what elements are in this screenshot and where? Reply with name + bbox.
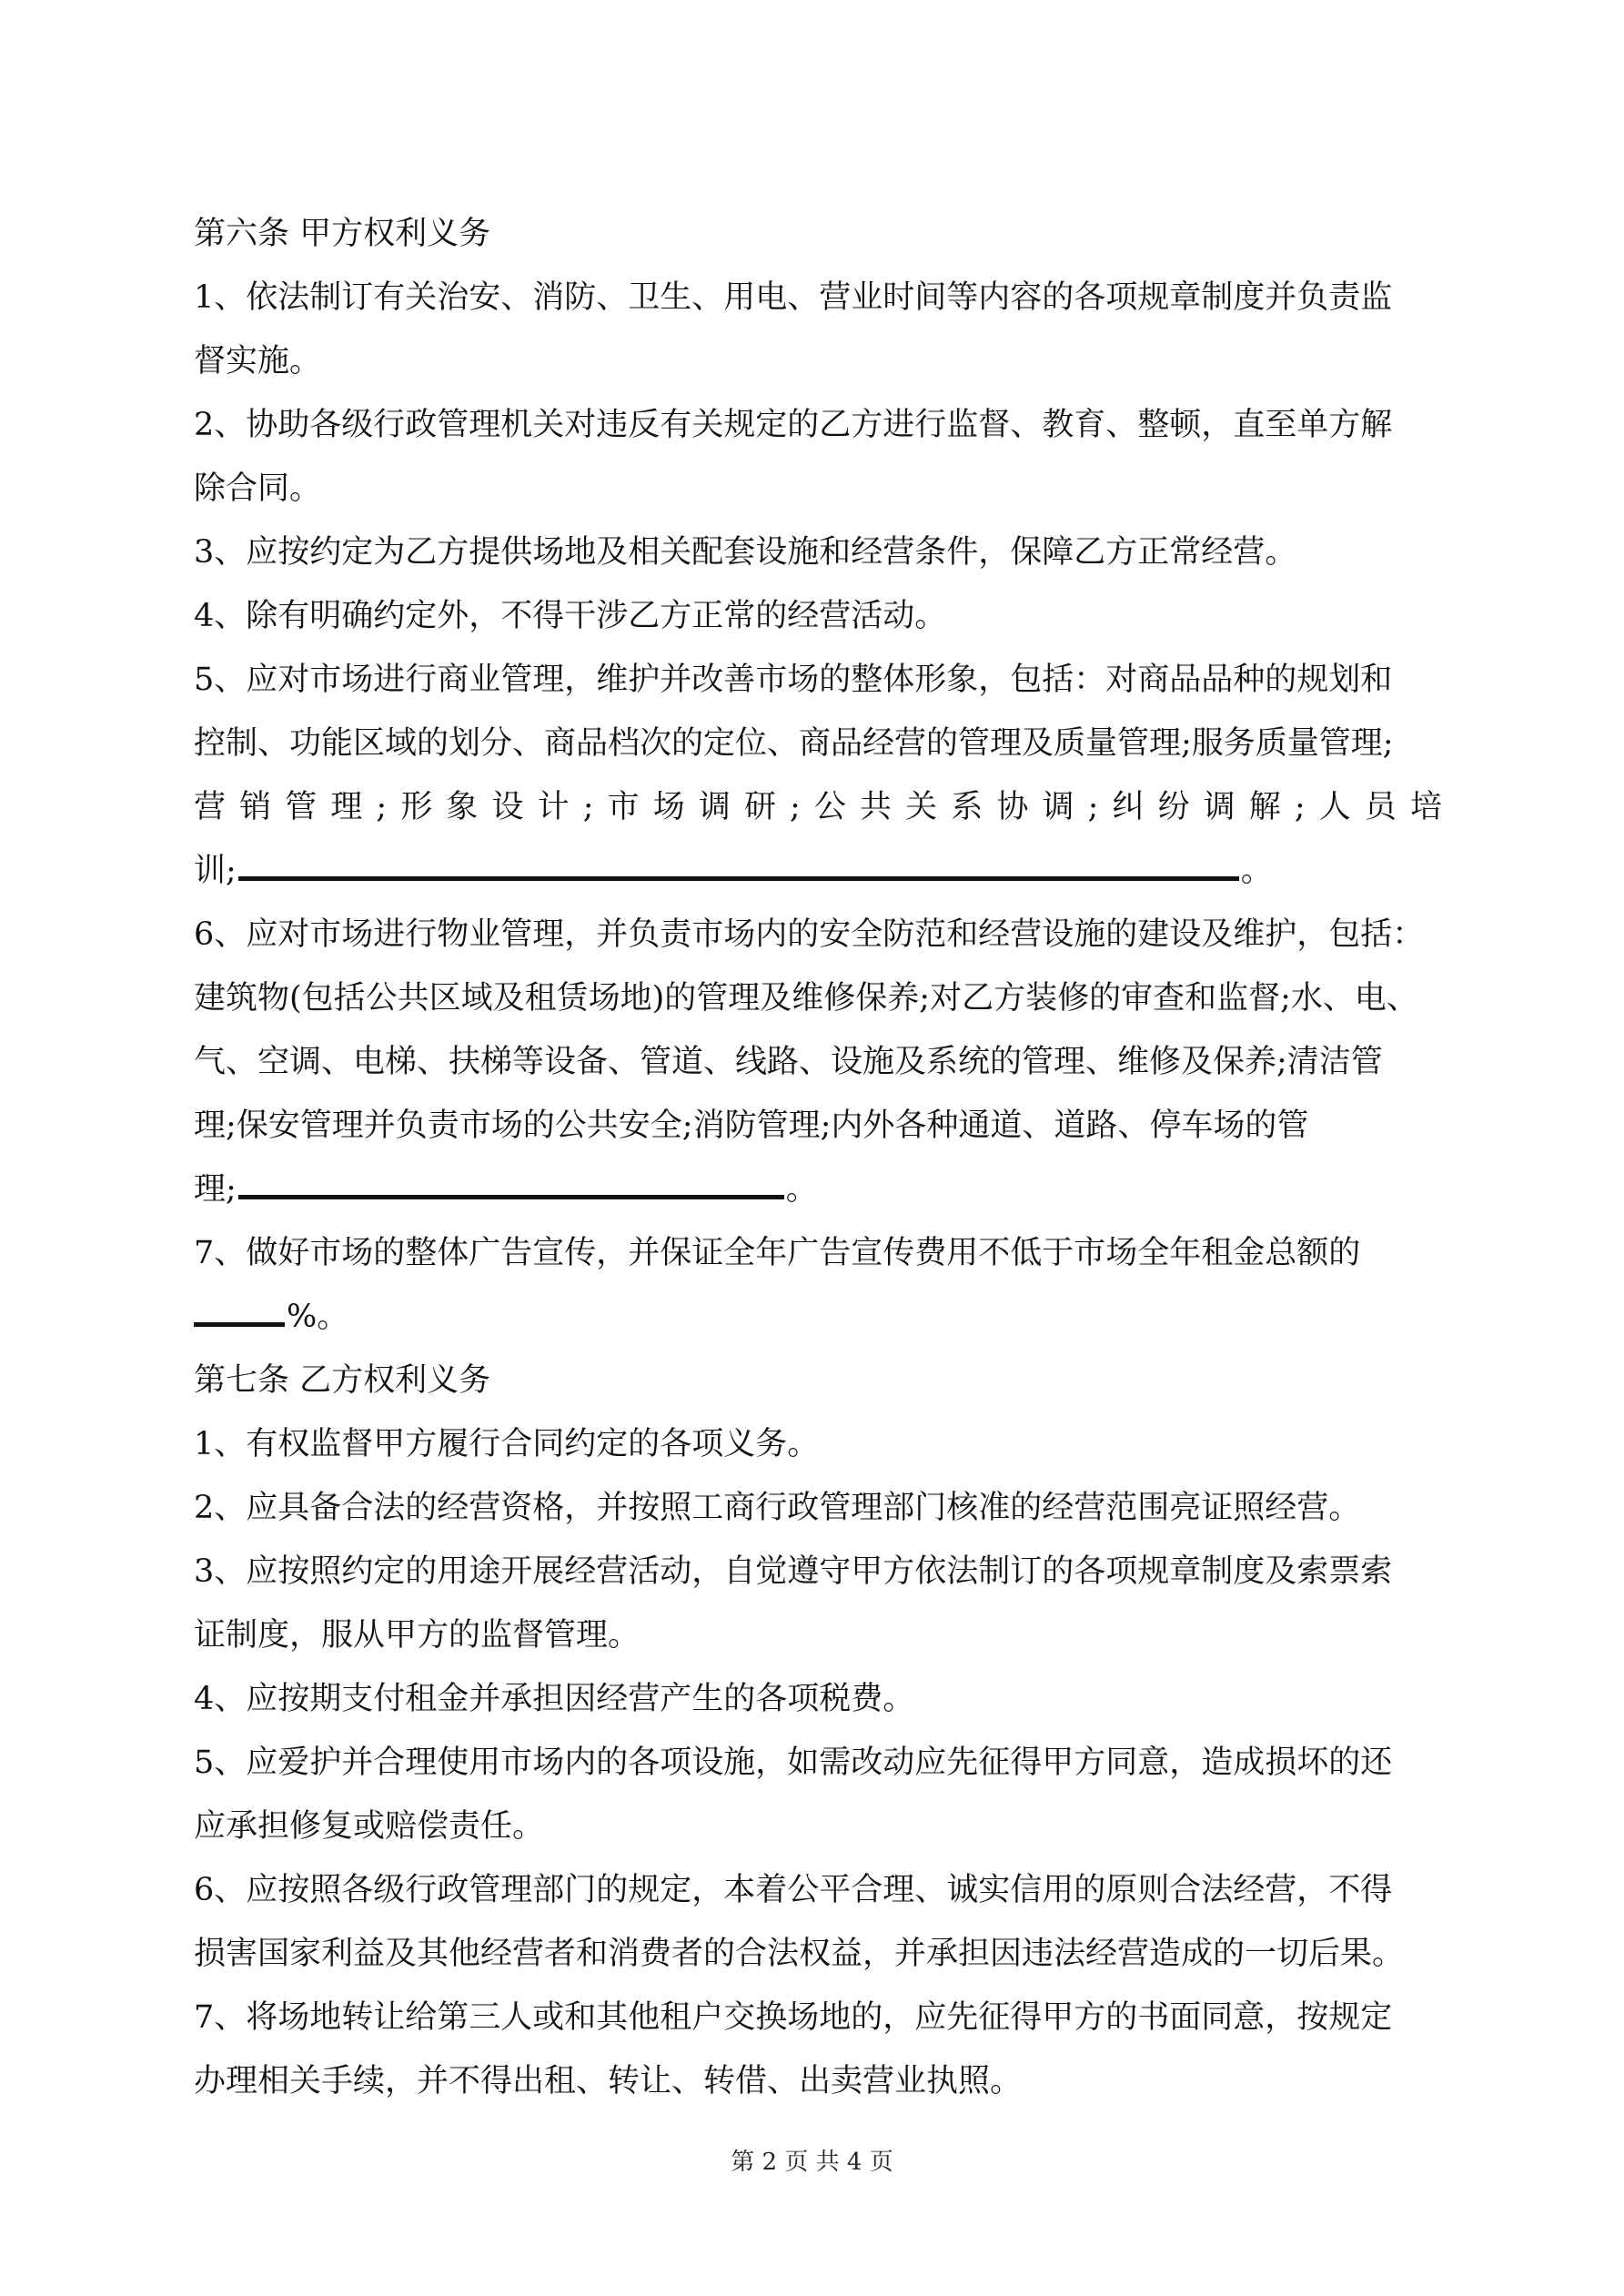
article-6-item-1-line-2: 督实施。: [194, 343, 322, 379]
article-6-item-7-line-2: [194, 1285, 1442, 1349]
article-6-item-6-line-2: 建筑物(包括公共区域及租赁场地)的管理及维修保养;对乙方装修的审查和监督;水、电、: [194, 980, 1418, 1017]
article-6-item-5-line-4-text: 训;: [194, 853, 237, 889]
article-6-item-5-line-4-end: 。: [1240, 853, 1273, 889]
page-number-footer: 第 2 页 共 4 页: [731, 2149, 893, 2176]
article-7-item-6-line-1: 6、应按照各级行政管理部门的规定，本着公平合理、诚实信用的原则合法经营，不得: [194, 1872, 1393, 1908]
article-6-item-5-line-4: [194, 839, 1442, 903]
fill-in-blank: [194, 1295, 285, 1327]
fill-in-blank: [238, 849, 1239, 881]
article-7-item-5-line-1: 5、应爱护并合理使用市场内的各项设施，如需改动应先征得甲方同意，造成损坏的还: [194, 1745, 1393, 1781]
article-6-item-3: 3、应按约定为乙方提供场地及相关配套设施和经营条件，保障乙方正常经营。: [194, 534, 1297, 571]
article-7-heading: 第七条 乙方权利义务: [194, 1362, 491, 1399]
article-6-item-7-line-2-end: %。: [287, 1299, 349, 1335]
article-6-item-6-line-4: 理;保安管理并负责市场的公共安全;消防管理;内外各种通道、道路、停车场的管: [194, 1108, 1309, 1144]
article-6-item-6-line-5-text: 理;: [194, 1171, 237, 1208]
article-6-item-5-line-2: 控制、功能区域的划分、商品档次的定位、商品经营的管理及质量管理;服务质量管理;: [194, 725, 1394, 762]
document-body: [194, 202, 1442, 2113]
article-7-item-3-line-2: 证制度，服从甲方的监督管理。: [194, 1617, 641, 1654]
article-6-heading: 第六条 甲方权利义务: [194, 216, 491, 252]
article-6-item-2-line-2: 除合同。: [194, 470, 322, 507]
article-7-item-5-line-2: 应承担修复或赔偿责任。: [194, 1808, 545, 1845]
article-7-item-3-line-1: 3、应按照约定的用途开展经营活动，自觉遵守甲方依法制订的各项规章制度及索票索: [194, 1553, 1393, 1590]
article-7-item-7-line-1: 7、将场地转让给第三人或和其他租户交换场地的，应先征得甲方的书面同意，按规定: [194, 1999, 1393, 2036]
article-7-item-4: 4、应按期支付租金并承担因经营产生的各项税费。: [194, 1681, 915, 1717]
article-6-item-1-line-1: 1、依法制订有关治安、消防、卫生、用电、营业时间等内容的各项规章制度并负责监: [194, 279, 1393, 316]
article-6-item-6-line-1: 6、应对市场进行物业管理，并负责市场内的安全防范和经营设施的建设及维护，包括：: [194, 916, 1425, 953]
article-6-item-6-line-3: 气、空调、电梯、扶梯等设备、管道、线路、设施及系统的管理、维修及保养;清洁管: [194, 1044, 1383, 1080]
article-6-item-2-line-1: 2、协助各级行政管理机关对违反有关规定的乙方进行监督、教育、整顿，直至单方解: [194, 407, 1393, 443]
article-6-item-6-line-5-end: 。: [785, 1171, 818, 1208]
article-6-item-7-line-1: 7、做好市场的整体广告宣传，并保证全年广告宣传费用不低于市场全年租金总额的: [194, 1235, 1361, 1271]
article-7-item-7-line-2: 办理相关手续，并不得出租、转让、转借、出卖营业执照。: [194, 2063, 1023, 2099]
article-7-item-1: 1、有权监督甲方履行合同约定的各项义务。: [194, 1426, 820, 1462]
article-6-item-4: 4、除有明确约定外，不得干涉乙方正常的经营活动。: [194, 598, 947, 634]
fill-in-blank: [238, 1168, 784, 1199]
article-7-item-2: 2、应具备合法的经营资格，并按照工商行政管理部门核准的经营范围亮证照经营。: [194, 1490, 1361, 1526]
article-6-item-6-line-5: [194, 1158, 1442, 1221]
article-6-item-5-line-1: 5、应对市场进行商业管理，维护并改善市场的整体形象，包括：对商品品种的规划和: [194, 662, 1393, 698]
article-7-item-6-line-2: 损害国家利益及其他经营者和消费者的合法权益，并承担因违法经营造成的一切后果。: [194, 1936, 1405, 1972]
article-6-item-5-line-3: 营销管理;形象设计;市场调研;公共关系协调;纠纷调解;人员培: [194, 789, 1442, 825]
